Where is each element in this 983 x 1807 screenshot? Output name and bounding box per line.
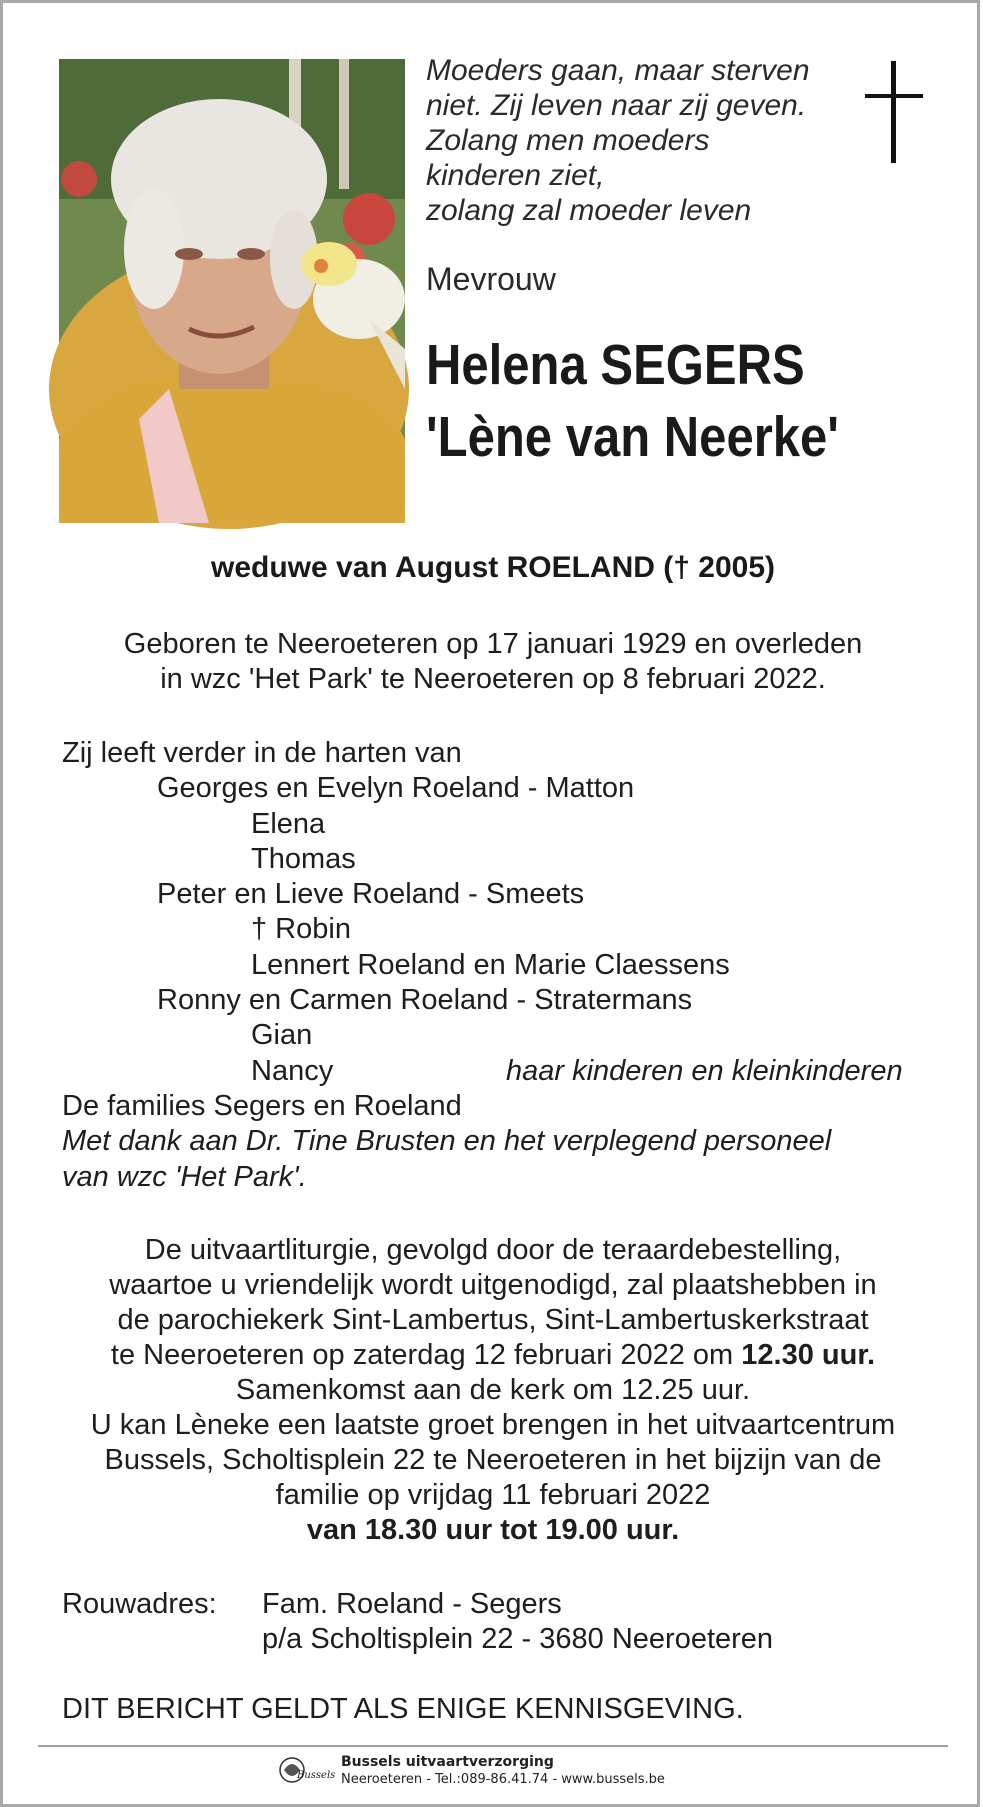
- poem-line: kinderen ziet,: [426, 159, 605, 192]
- thanks-line: Met dank aan Dr. Tine Brusten en het verplegend personeel: [62, 1125, 832, 1158]
- funeral-line: Samenkomst aan de kerk om 12.25 uur.: [235, 1374, 751, 1406]
- logo-text: Bussels: [297, 1770, 336, 1781]
- thanks-line: van wzc 'Het Park'.: [62, 1160, 307, 1193]
- funeral-line: De uitvaartliturgie, gevolgd door de teraardebestelling,: [144, 1234, 842, 1266]
- family-member: Nancy: [251, 1054, 334, 1087]
- poem: [426, 53, 866, 228]
- poem-line: zolang zal moeder leven: [426, 194, 752, 227]
- address-line: p/a Scholtisplein 22 - 3680 Neeroeteren: [262, 1623, 774, 1655]
- funeral-line: [3, 1338, 983, 1373]
- poem-line: Moeders gaan, maar sterven: [426, 54, 810, 87]
- family-member-row: [62, 1054, 942, 1089]
- funeral-line: U kan Lèneke een laatste groet brengen in het uitvaartcentrum: [90, 1409, 896, 1441]
- poem-line: Zolang men moeders: [426, 124, 710, 157]
- family-member: Ronny en Carmen Roeland - Stratermans: [157, 984, 693, 1017]
- salutation: Mevrouw: [426, 261, 556, 297]
- notice-text: DIT BERICHT GELDT ALS ENIGE KENNISGEVING.: [62, 1693, 744, 1725]
- family-member: Peter en Lieve Roeland - Smeets: [157, 878, 585, 911]
- funeral-info: [3, 1233, 983, 1548]
- birth-line: Geboren te Neeroeteren op 17 januari 1929 en overleden: [123, 628, 863, 660]
- address-label: Rouwadres:: [62, 1588, 217, 1620]
- funeral-date-text: te Neeroeteren op zaterdag 12 februari 2022 om: [110, 1339, 734, 1371]
- bussels-logo: [278, 1754, 336, 1790]
- family-member: Lennert Roeland en Marie Claessens: [251, 948, 730, 981]
- footer: [341, 1754, 665, 1788]
- funeral-line: de parochiekerk Sint-Lambertus, Sint-Lambertuskerkstraat: [117, 1304, 869, 1336]
- family-member: † Robin: [251, 913, 351, 946]
- portrait-photo: [59, 59, 405, 523]
- funeral-line: waartoe u vriendelijk wordt uitgenodigd, zal plaatshebben in: [109, 1269, 877, 1301]
- funeral-line: Bussels, Scholtisplein 22 te Neeroeteren in het bijzijn van de: [104, 1444, 882, 1476]
- family-member: Elena: [251, 807, 326, 840]
- widow-line: weduwe van August ROELAND († 2005): [211, 551, 775, 584]
- full-name: Helena SEGERS: [426, 333, 805, 397]
- visitation-time: van 18.30 uur tot 19.00 uur.: [306, 1514, 680, 1546]
- families-line: De families Segers en Roeland: [62, 1089, 462, 1122]
- family-caption: haar kinderen en kleinkinderen: [506, 1054, 903, 1087]
- family-intro: Zij leeft verder in de harten van: [62, 737, 462, 769]
- funeral-line: familie op vrijdag 11 februari 2022: [275, 1479, 711, 1511]
- family-member: Gian: [251, 1019, 313, 1052]
- poem-line: niet. Zij leven naar zij geven.: [426, 89, 807, 122]
- company-name: Bussels uitvaartverzorging: [341, 1754, 554, 1770]
- footer-divider: [38, 1745, 948, 1747]
- funeral-time: 12.30 uur.: [741, 1339, 876, 1371]
- company-contact: Neeroeteren - Tel.:089-86.41.74 - www.bussels.be: [341, 1772, 665, 1787]
- portrait-illustration: [59, 59, 405, 523]
- family-list: [62, 736, 942, 1195]
- death-line: in wzc 'Het Park' te Neeroeteren op 8 februari 2022.: [160, 663, 826, 695]
- deceased-name: [426, 329, 839, 473]
- nickname: 'Lène van Neerke': [426, 405, 839, 469]
- family-member: Georges en Evelyn Roeland - Matton: [157, 772, 635, 805]
- latin-cross-icon: [865, 61, 923, 163]
- family-member: Thomas: [251, 842, 356, 875]
- birth-death-info: [3, 627, 983, 697]
- address-line: Fam. Roeland - Segers: [262, 1588, 562, 1620]
